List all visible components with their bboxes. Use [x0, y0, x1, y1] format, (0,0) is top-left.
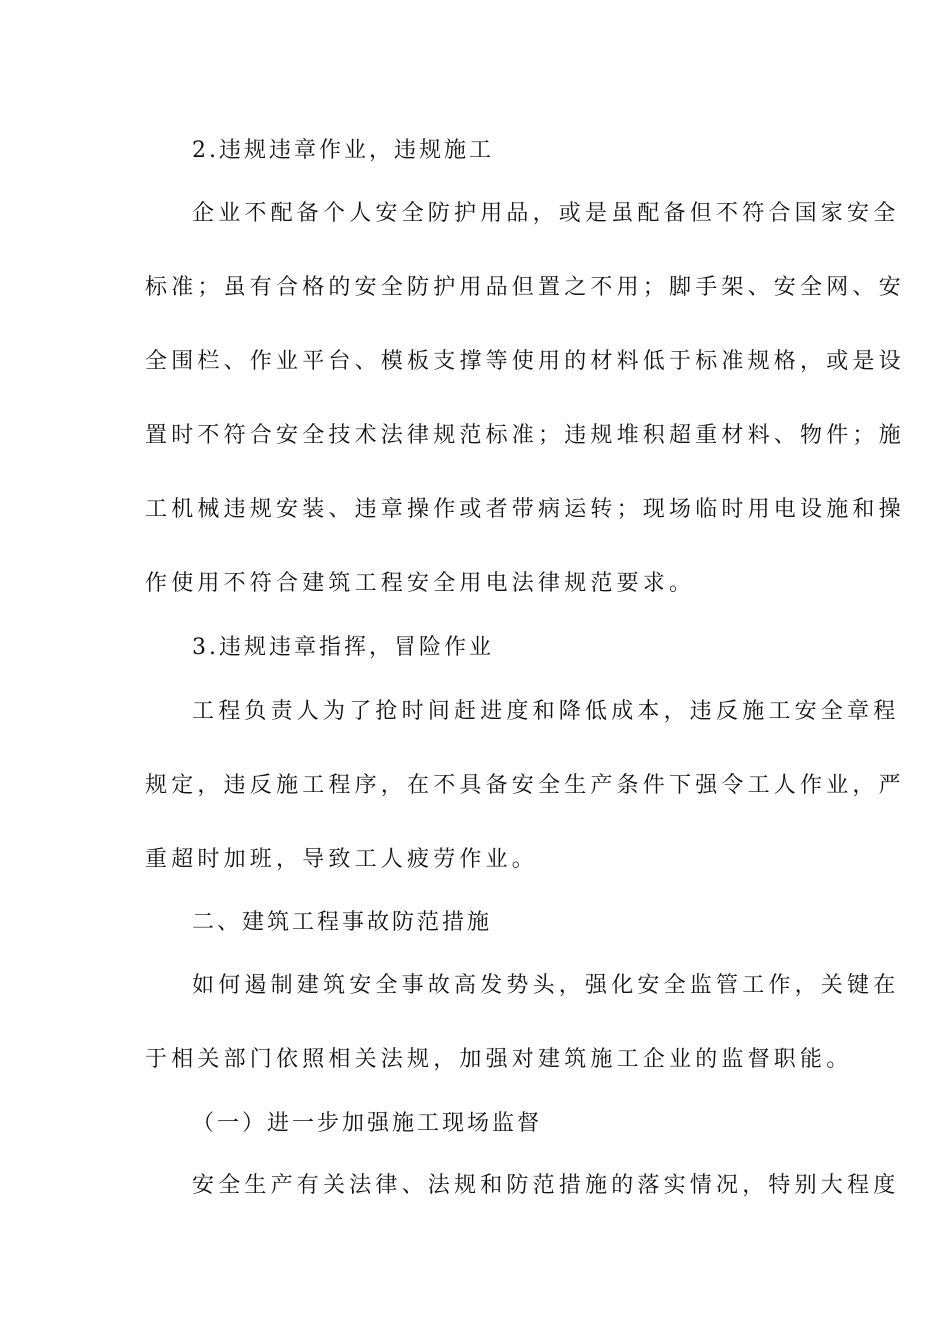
section-heading-2: 2.违规违章作业，违规施工 — [192, 138, 494, 163]
paragraph-line: 作使用不符合建筑工程安全用电法律规范要求。 — [145, 571, 696, 596]
paragraph-line: 如何遏制建筑安全事故高发势头，强化安全监管工作，关键在 — [192, 973, 900, 998]
paragraph-line: 企业不配备个人安全防护用品，或是虽配备但不符合国家安全 — [192, 201, 900, 226]
paragraph-line: 全围栏、作业平台、模板支撑等使用的材料低于标准规格，或是设 — [145, 349, 905, 374]
paragraph-line: 于相关部门依照相关法规，加强对建筑施工企业的监督职能。 — [145, 1047, 853, 1072]
subsection-heading-1: （一）进一步加强施工现场监督 — [192, 1111, 543, 1136]
paragraph-line: 工机械违规安装、违章操作或者带病运转；现场临时用电设施和操 — [145, 497, 905, 522]
paragraph-line: 规定，违反施工程序，在不具备安全生产条件下强令工人作业，严 — [145, 773, 905, 798]
paragraph-line: 标准；虽有合格的安全防护用品但置之不用；脚手架、安全网、安 — [145, 275, 905, 300]
section-heading-measures: 二、建筑工程事故防范措施 — [192, 910, 493, 935]
paragraph-line: 安全生产有关法律、法规和防范措施的落实情况，特别大程度 — [192, 1173, 900, 1198]
paragraph-line: 工程负责人为了抢时间赶进度和降低成本，违反施工安全章程 — [192, 699, 900, 724]
paragraph-line: 置时不符合安全技术法律规范标准；违规堆积超重材料、物件；施 — [145, 423, 905, 448]
section-heading-3: 3.违规违章指挥，冒险作业 — [192, 635, 494, 660]
paragraph-line: 重超时加班，导致工人疲劳作业。 — [145, 847, 539, 872]
